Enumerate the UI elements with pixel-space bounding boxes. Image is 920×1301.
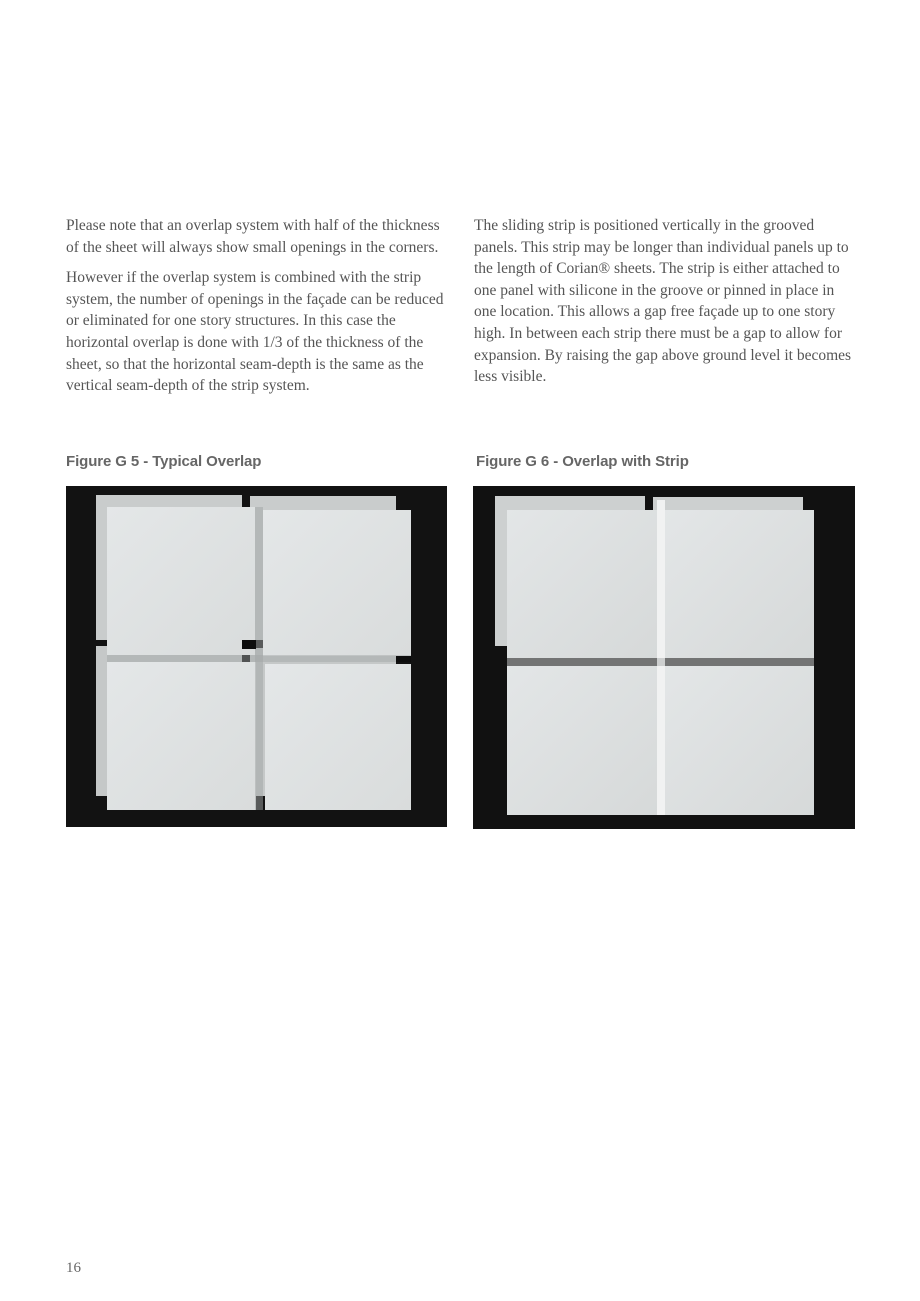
figure-g5-caption: Figure G 5 - Typical Overlap — [66, 453, 262, 470]
g6-panel-top-left — [507, 510, 657, 658]
g6-panel-bottom-right — [665, 666, 814, 815]
right-text-column — [474, 215, 858, 397]
left-paragraph-2: However if the overlap system is combined with the strip system, the number of openings in the façade can be reduced or eliminated for one story structures. In this case the horizontal overlap is done with 1/3 of the thickness of the sheet, so that the horizontal seam-depth is the same as the vertical seam-depth of the strip system. — [66, 269, 444, 395]
g6-sliding-strip — [657, 500, 665, 815]
page-number: 16 — [66, 1260, 81, 1276]
figure-g6-photo — [473, 486, 855, 829]
g5-panel-top-left — [107, 507, 255, 655]
g5-panel-top-right — [263, 510, 411, 656]
g5-panel-bottom-left — [107, 662, 256, 810]
left-text-column — [66, 215, 450, 406]
left-paragraph-1: Please note that an overlap system with half of the thickness of the sheet will always show small openings in the corners. — [66, 217, 440, 256]
figure-g6-caption: Figure G 6 - Overlap with Strip — [476, 453, 689, 470]
g5-panel-bottom-right — [265, 664, 411, 810]
right-paragraph-1: The sliding strip is positioned vertically in the grooved panels. This strip may be longer than individual panels up to the length of Corian® sheets. The strip is either attached to one panel with silicone in the groove or pinned in place in one location. This allows a gap free façade up to one story high. In between each strip there must be a gap to allow for expansion. By raising the gap above ground level it becomes less visible. — [474, 217, 852, 386]
g6-panel-top-right — [665, 510, 814, 658]
figure-g5-photo — [66, 486, 447, 827]
g6-panel-bottom-left — [507, 666, 658, 815]
